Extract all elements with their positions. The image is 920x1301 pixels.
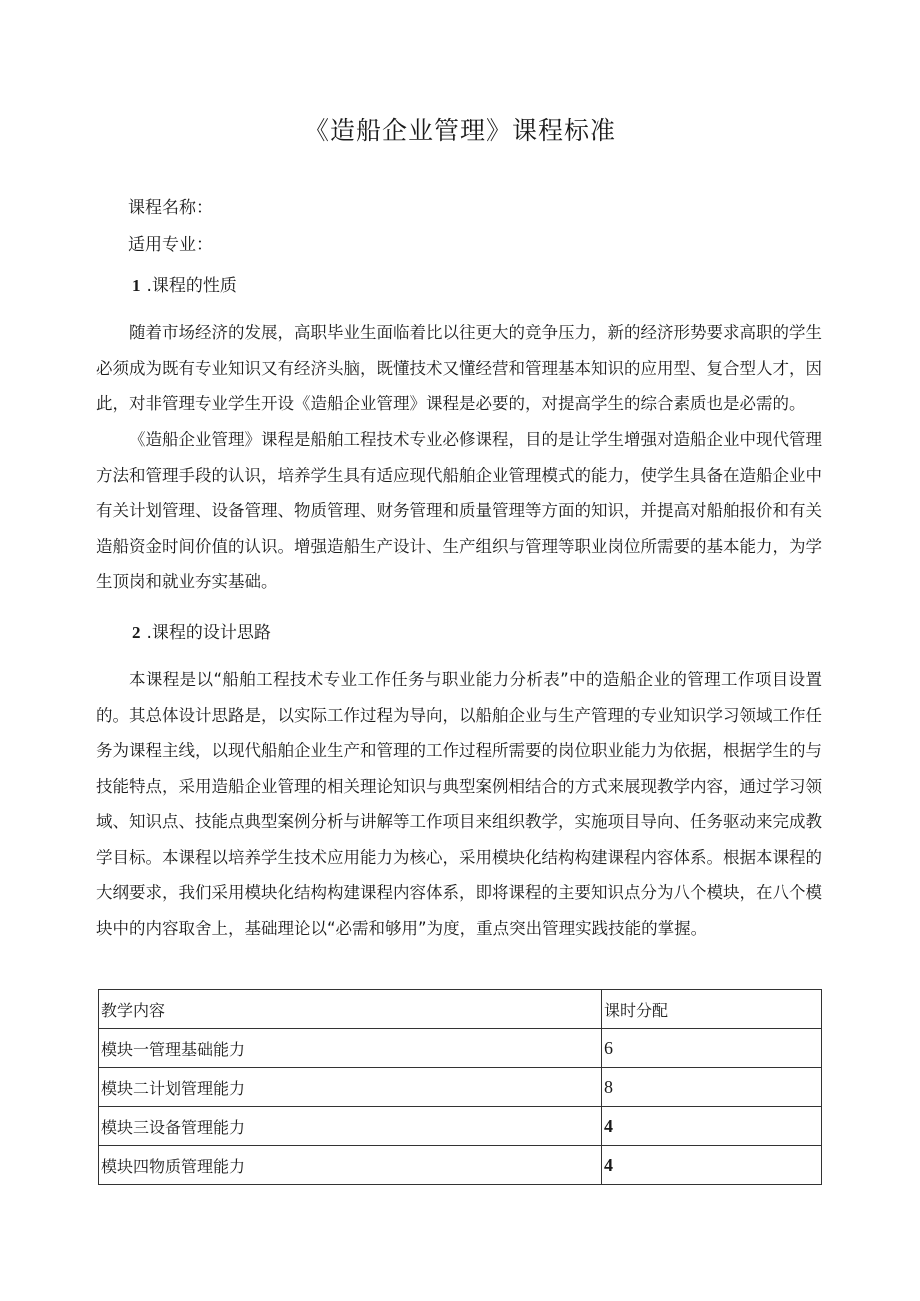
hours-table (98, 989, 822, 1185)
section-number: 2 (132, 623, 141, 642)
document-title: 《造船企业管理》课程标准 (303, 116, 616, 145)
major-label: 适用专业： (128, 235, 213, 255)
paragraph-nature-2: 《造船企业管理》课程是船舶工程技术专业必修课程，目的是让学生增强对造船企业中现代管理方法和管理手段的认识，培养学生具有适应现代船舶企业管理模式的能力，使学生具备在造船企业中有关计划管理、设备管理、物质管理、财务管理和质量管理等方面的知识，并提高对船舶报价和有关造船资金时间价值的认识。增强造船生产设计、生产组织与管理等职业岗位所需要的基本能力，为学生顶岗和就业夯实基础。 (96, 430, 822, 591)
table-header-row (99, 990, 822, 1029)
paragraph-design: 本课程是以“船舶工程技术专业工作任务与职业能力分析表”中的造船企业的管理工作项目设置的。其总体设计思路是，以实际工作过程为导向，以船舶企业与生产管理的专业知识学习领域工作任务为课程主线，以现代船舶企业生产和管理的工作过程所需要的岗位职业能力为依据，根据学生的与技能特点，采用造船企业管理的相关理论知识与典型案例相结合的方式来展现教学内容，通过学习领域、知识点、技能点典型案例分析与讲解等工作项目来组织教学，实施项目导向、任务驱动来完成教学目标。本课程以培养学生技术应用能力为核心，采用模块化结构构建课程内容体系。根据本课程的大纲要求，我们采用模块化结构构建课程内容体系，即将课程的主要知识点分为八个模块，在八个模块中的内容取舍上，基础理论以“必需和够用”为度，重点突出管理实践技能的掌握。 (96, 670, 822, 938)
section-title: .课程的设计思路 (146, 623, 271, 643)
module-hours: 4 (602, 1107, 822, 1146)
module-name: 模块二计划管理能力 (99, 1068, 602, 1107)
table-row (99, 1029, 822, 1068)
module-hours: 8 (602, 1068, 822, 1107)
module-hours: 4 (602, 1146, 822, 1185)
module-hours: 6 (602, 1029, 822, 1068)
section-title: .课程的性质 (146, 276, 237, 296)
section-heading-nature (132, 271, 237, 296)
section-number: 1 (132, 276, 141, 295)
course-name-label: 课程名称： (128, 198, 213, 218)
module-name: 模块三设备管理能力 (99, 1107, 602, 1146)
paragraph-nature-1: 随着市场经济的发展，高职毕业生面临着比以往更大的竞争压力，新的经济形势要求高职的学生必须成为既有专业知识又有经济头脑，既懂技术又懂经营和管理基本知识的应用型、复合型人才，因此，对非管理专业学生开设《造船企业管理》课程是必要的，对提高学生的综合素质也是必需的。 (96, 323, 822, 413)
module-name: 模块一管理基础能力 (99, 1029, 602, 1068)
module-name: 模块四物质管理能力 (99, 1146, 602, 1185)
section-heading-design (132, 618, 271, 643)
table-row (99, 1146, 822, 1185)
table-header-hours: 课时分配 (602, 990, 822, 1029)
table-header-content: 教学内容 (99, 990, 602, 1029)
table-row (99, 1107, 822, 1146)
table-row (99, 1068, 822, 1107)
